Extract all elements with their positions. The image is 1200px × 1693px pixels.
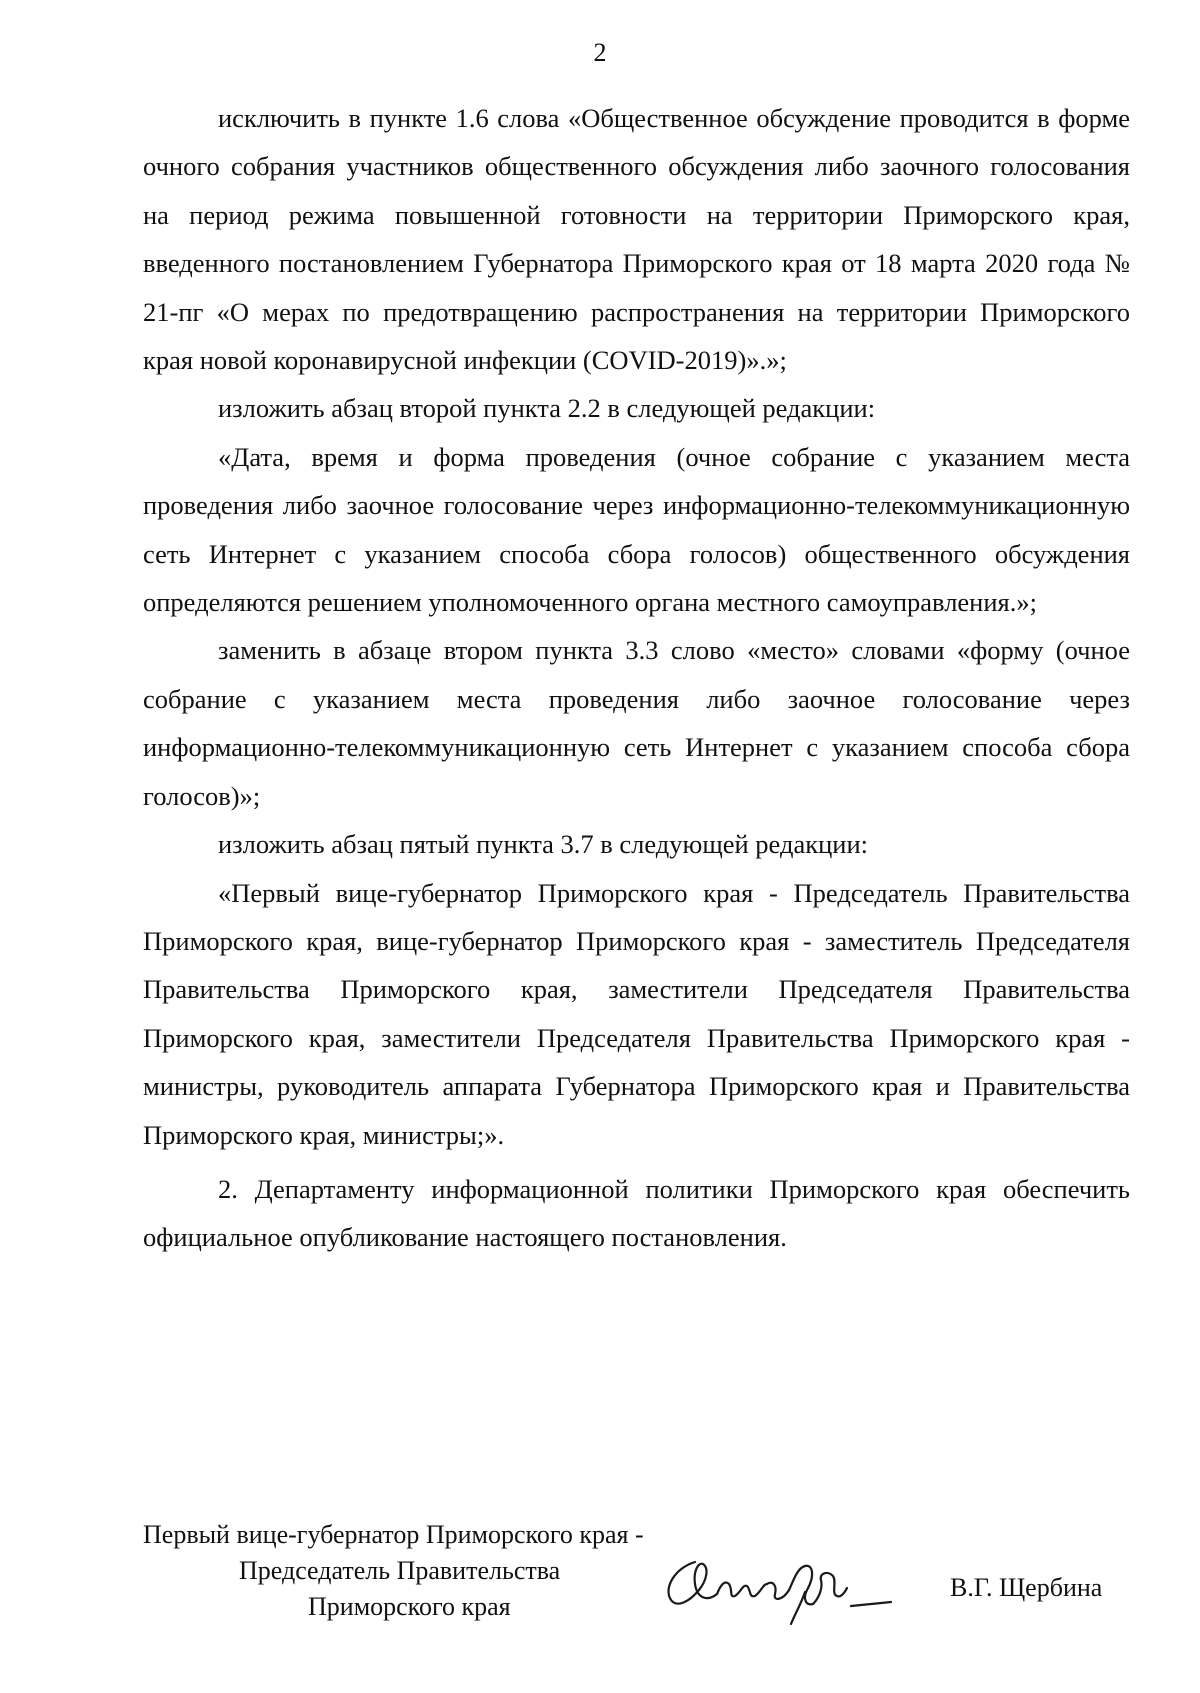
signatory-title-line: Первый вице-губернатор Приморского края - <box>143 1520 644 1549</box>
signatory-title-line: Приморского края <box>308 1592 511 1621</box>
paragraph-item-2: 2. Департаменту информационной политики Приморского края обеспечить официальное опубликование настоящего постановления. <box>143 1173 1130 1253</box>
page-number: 2 <box>593 38 607 67</box>
signatory-title <box>143 1517 644 1625</box>
handwritten-signature <box>655 1540 905 1628</box>
document-body <box>143 94 1130 1262</box>
paragraph-amend-3-7: изложить абзац пятый пункта 3.7 в следующей редакции: <box>218 829 869 860</box>
paragraph-quote-3-7: «Первый вице-губернатор Приморского края - Председатель Правительства Приморского края, вице-губернатор Приморского края - заместитель Председателя Правительства Приморского края, заместители Председателя Правительства Приморского края, заместители Председателя Правительства Приморского края - министры, руководитель аппарата Губернатора Приморского края и Правительства Приморского края, министры;». <box>143 877 1130 1150</box>
signatory-title-line: Председатель Правительства <box>239 1556 561 1585</box>
paragraph-exclude-1-6: исключить в пункте 1.6 слова «Общественное обсуждение проводится в форме очного собрания участников общественного обсуждения либо заочного голосования на период режима повышенной готовности на территории Приморского края, введенного постановлением Губернатора Приморского края от 18 марта 2020 года № 21-пг «О мерах по предотвращению распространения на территории Приморского края новой коронавирусной инфекции (COVID-2019)».»; <box>143 103 1130 376</box>
paragraph-replace-3-3: заменить в абзаце втором пункта 3.3 слово «место» словами «форму (очное собрание с указанием места проведения либо заочное голосование через информационно-телекоммуникационную сеть Интернет с указанием способа сбора голосов)»; <box>143 635 1130 811</box>
paragraph-quote-2-2: «Дата, время и форма проведения (очное собрание с указанием места проведения либо заочное голосование через информационно-телекоммуникационную сеть Интернет с указанием способа сбора голосов) общественного обсуждения определяются решением уполномоченного органа местного самоуправления.»; <box>143 441 1130 618</box>
paragraph-amend-2-2: изложить абзац второй пункта 2.2 в следующей редакции: <box>218 393 876 424</box>
signer-name: В.Г. Щербина <box>950 1573 1103 1602</box>
